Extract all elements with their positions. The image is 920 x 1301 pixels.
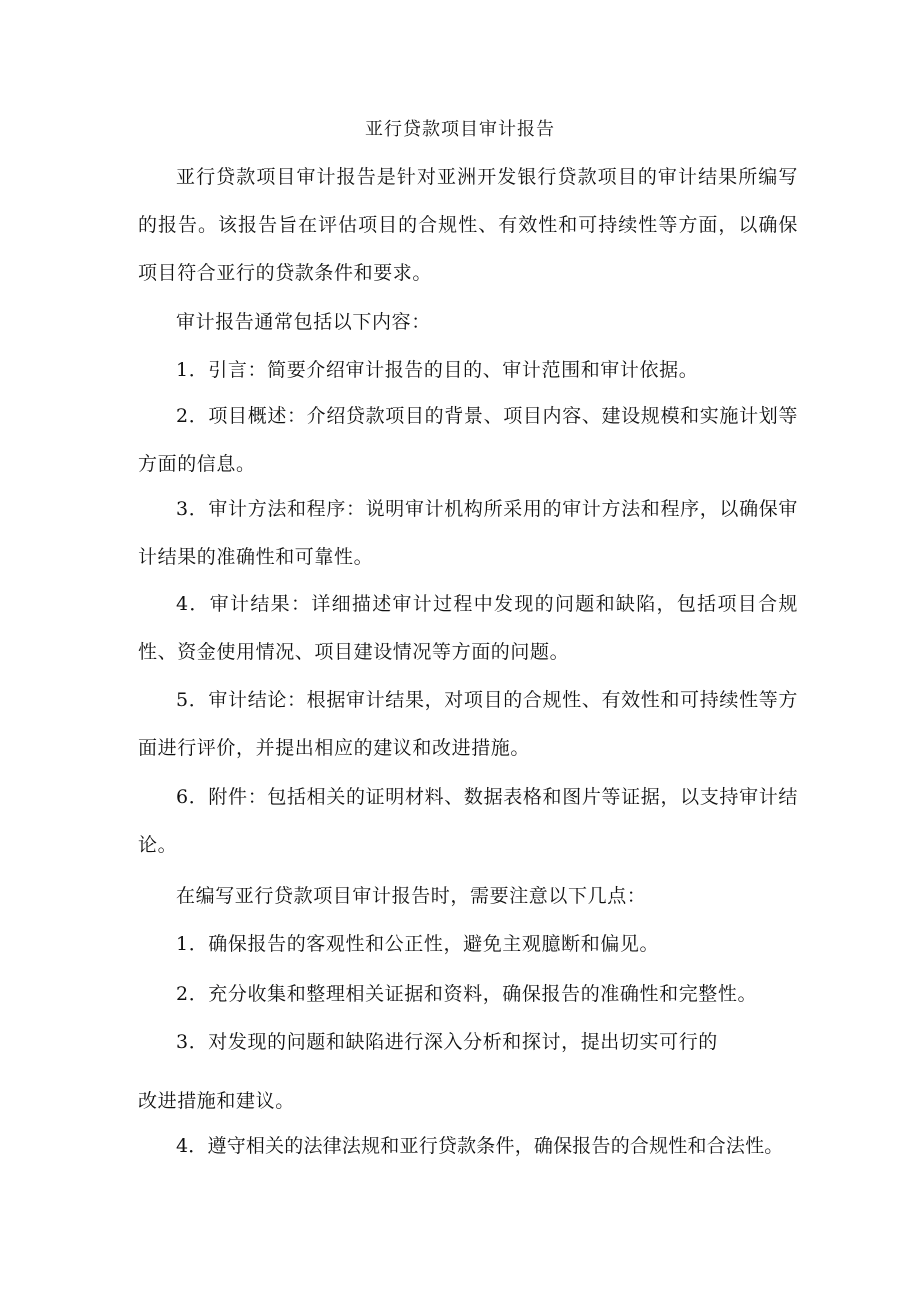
content-item-5: 5．审计结论：根据审计结果，对项目的合规性、有效性和可持续性等方面进行评价，并提出相应的建议和改进措施。 [138,689,798,759]
contents-heading: 审计报告通常包括以下内容： [176,311,431,333]
content-item-3: 3．审计方法和程序：说明审计机构所采用的审计方法和程序，以确保审计结果的准确性和可靠性。 [138,498,798,568]
document-title: 亚行贷款项目审计报告 [365,119,555,140]
content-item-4: 4．审计结果：详细描述审计过程中发现的问题和缺陷，包括项目合规性、资金使用情况、项目建设情况等方面的问题。 [138,593,798,663]
note-item-3-continued: 改进措施和建议。 [138,1090,295,1112]
content-item-6: 6．附件：包括相关的证明材料、数据表格和图片等证据，以支持审计结论。 [138,786,798,856]
content-item-2: 2．项目概述：介绍贷款项目的背景、项目内容、建设规模和实施计划等方面的信息。 [138,405,798,475]
content-item-1: 1．引言：简要介绍审计报告的目的、审计范围和审计依据。 [176,359,699,381]
note-item-4: 4．遵守相关的法律法规和亚行贷款条件，确保报告的合规性和合法性。 [176,1135,784,1157]
note-item-2: 2．充分收集和整理相关证据和资料，确保报告的准确性和完整性。 [176,983,758,1005]
note-item-1: 1．确保报告的客观性和公正性，避免主观臆断和偏见。 [176,933,660,955]
note-item-3: 3．对发现的问题和缺陷进行深入分析和探讨，提出切实可行的 [176,1031,718,1053]
intro-paragraph: 亚行贷款项目审计报告是针对亚洲开发银行贷款项目的审计结果所编写的报告。该报告旨在评估项目的合规性、有效性和可持续性等方面，以确保项目符合亚行的贷款条件和要求。 [138,166,798,284]
notes-heading: 在编写亚行贷款项目审计报告时，需要注意以下几点： [176,885,647,907]
